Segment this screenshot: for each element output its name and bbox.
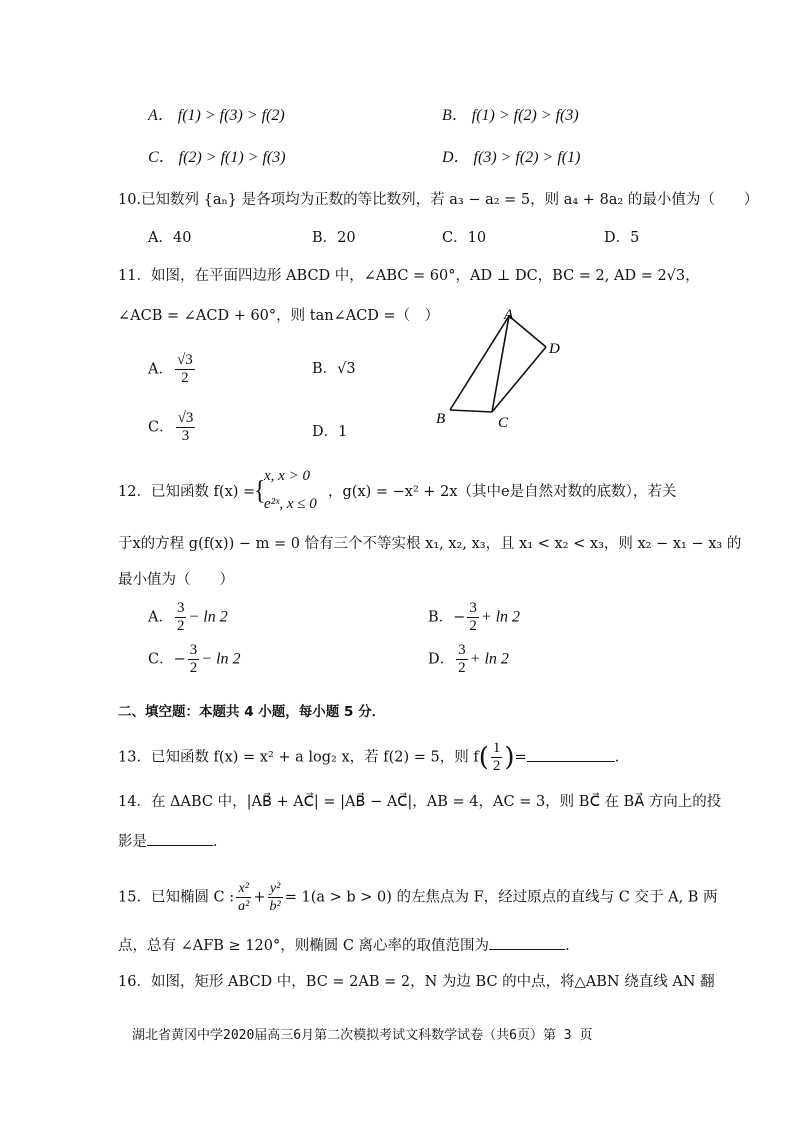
q15-text: 点，总有 ∠AFB ≥ 120°，则椭圆 C 离心率的取值范围为 <box>118 938 490 954</box>
numerator: x² <box>236 880 251 898</box>
denominator: 2 <box>492 758 501 774</box>
option-label: C． <box>148 419 174 436</box>
q12-option-d <box>428 642 509 677</box>
q10-option-b: B．20 <box>312 230 356 246</box>
q9-option-d: D． f(3) > f(2) > f(1) <box>442 149 581 166</box>
edge-bc <box>450 410 492 412</box>
numerator: 3 <box>469 600 477 616</box>
option-label: A． <box>148 361 173 378</box>
equals-sign: = <box>514 749 527 766</box>
fraction <box>175 600 187 635</box>
answer-blank[interactable] <box>527 761 615 762</box>
period: ． <box>614 749 630 766</box>
q15-tail: = 1(a > b > 0) 的左焦点为 F，经过原点的直线与 C 交于 A, B 两 <box>284 889 718 906</box>
fraction <box>491 740 503 775</box>
q12-line2: 于x的方程 g(f(x)) − m = 0 恰有三个不等实根 x₁, x₂, x₃，且 x₁ < x₂ < x₃，则 x₂ − x₁ − x₃ 的 <box>118 536 742 552</box>
q15-text: 15．已知椭圆 C : <box>118 889 235 906</box>
option-tail: − ln 2 <box>188 608 228 626</box>
section-heading: 二、填空题：本题共 4 小题，每小题 5 分． <box>118 704 386 720</box>
quadrilateral-figure <box>430 300 580 435</box>
q14-line2 <box>118 832 228 852</box>
fraction <box>176 410 196 445</box>
fraction <box>188 642 200 677</box>
fraction-x <box>236 880 251 915</box>
label-b: B <box>436 411 446 427</box>
q16-line1: 16．如图，矩形 ABCD 中，BC = 2AB = 2，N 为边 BC 的中点，将△ABN 绕直线 AN 翻 <box>118 974 715 990</box>
q10-option-c: C．10 <box>442 230 487 246</box>
q11-option-b: B．√3 <box>312 361 356 377</box>
paren-right: ) <box>504 742 515 773</box>
numerator: 3 <box>189 642 198 658</box>
q14-line1: 14．在 ΔABC 中，|AB⃗ + AC⃗| = |AB⃗ − AC⃗|，AB = 4，AC = 3，则 BC⃗ 在 BA⃗ 方向上的投 <box>118 794 722 810</box>
option-label: A． <box>148 609 173 626</box>
q10-option-d: D．5 <box>604 230 640 246</box>
q12-line3: 最小值为（ ） <box>118 572 234 588</box>
edge-dc <box>492 347 546 412</box>
numerator: √3 <box>176 352 193 368</box>
q11-option-c <box>148 410 197 445</box>
numerator: 1 <box>492 740 501 756</box>
q9-option-a: A． f(1) > f(3) > f(2) <box>148 107 285 124</box>
paren-left: ( <box>478 742 489 773</box>
q12-case1: x, x > 0 <box>264 468 310 484</box>
fraction <box>467 600 479 635</box>
page-footer: 湖北省黄冈中学2020届高三6月第二次模拟考试文科数学试卷（共6页）第 3 页 <box>132 1028 593 1043</box>
fraction-y <box>268 880 283 915</box>
q12-postfix: ，g(x) = −x² + 2x（其中e是自然对数的底数），若关 <box>328 484 677 500</box>
q11-option-a <box>148 352 197 387</box>
option-tail: + ln 2 <box>480 608 521 626</box>
fraction <box>175 352 195 387</box>
minus-sign: − <box>173 651 186 668</box>
numerator: √3 <box>177 410 194 426</box>
q14-text: 影是 <box>118 834 147 850</box>
q10-option-a: A．40 <box>148 230 192 246</box>
answer-blank[interactable] <box>489 949 565 950</box>
denominator: 2 <box>176 618 185 634</box>
q12-prefix: 12．已知函数 f(x) = <box>118 484 256 500</box>
answer-blank[interactable] <box>147 845 213 846</box>
q12-option-b <box>428 600 520 635</box>
q11-option-d: D．1 <box>312 424 348 440</box>
denominator: 2 <box>181 370 189 386</box>
option-tail: + ln 2 <box>469 650 509 668</box>
option-tail: − ln 2 <box>201 650 241 668</box>
fraction <box>456 642 468 677</box>
option-label: D． <box>428 651 455 668</box>
q11-line1: 11．如图，在平面四边形 ABCD 中，∠ABC = 60°，AD ⊥ DC，BC = 2, AD = 2√3， <box>118 268 700 284</box>
q12-option-a <box>148 600 228 635</box>
denominator: 2 <box>189 660 198 676</box>
numerator: 3 <box>458 642 466 658</box>
label-a: A <box>504 307 514 323</box>
q11-line2: ∠ACB = ∠ACD + 60°，则 tan∠ACD =（ ） <box>118 308 440 324</box>
q15-line1 <box>118 880 718 915</box>
denominator: a² <box>238 899 250 914</box>
denominator: 2 <box>469 618 477 634</box>
option-label: C． <box>148 651 174 668</box>
q13-text: 13．已知函数 f(x) = x² + a log₂ x，若 f(2) = 5，则 f <box>118 749 479 766</box>
denominator: 3 <box>181 428 190 444</box>
minus-sign: − <box>453 609 466 626</box>
numerator: y² <box>268 880 283 898</box>
label-d: D <box>549 341 560 357</box>
period: ． <box>565 938 580 954</box>
denominator: 2 <box>458 660 466 676</box>
q9-option-c: C． f(2) > f(1) > f(3) <box>148 149 286 166</box>
q9-option-b: B． f(1) > f(2) > f(3) <box>442 107 579 124</box>
option-label: B． <box>428 609 454 626</box>
period: ． <box>213 834 228 850</box>
q12-option-c <box>148 642 241 677</box>
plus-sign: + <box>253 889 266 906</box>
label-c: C <box>498 415 509 431</box>
q15-line2 <box>118 936 580 956</box>
numerator: 3 <box>176 600 185 616</box>
denominator: b² <box>269 899 281 914</box>
edge-ad <box>509 316 546 347</box>
q10-stem: 10.已知数列 {aₙ} 是各项均为正数的等比数列，若 a₃ − a₂ = 5，则 a₄ + 8a₂ 的最小值为（ ） <box>118 192 759 208</box>
piecewise-brace: { <box>254 476 266 506</box>
q12-case2: e²ˣ, x ≤ 0 <box>264 496 317 512</box>
q13 <box>118 740 629 775</box>
